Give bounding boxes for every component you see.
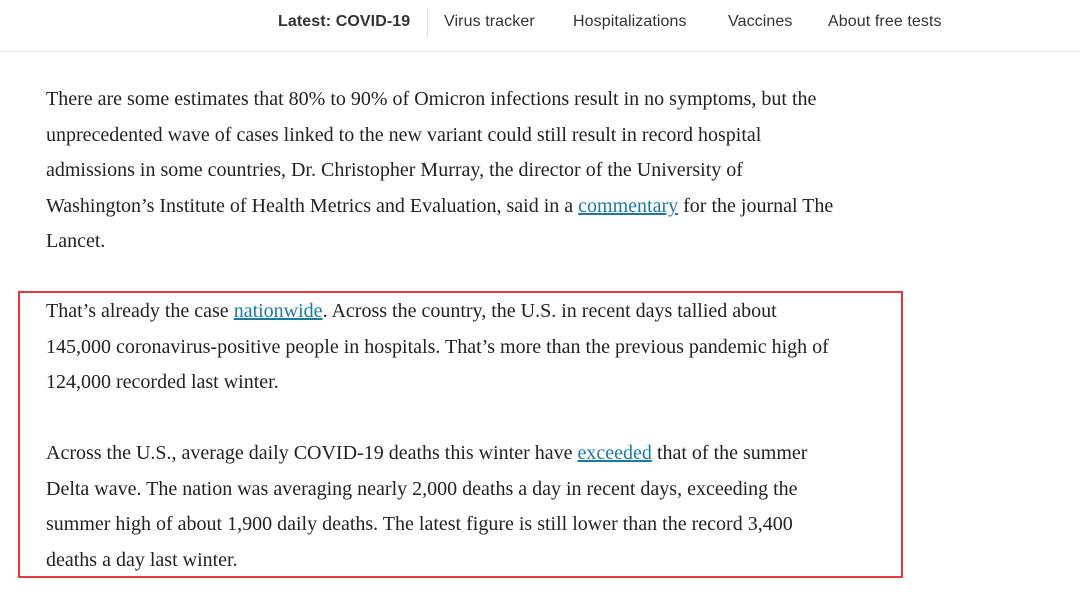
- nav-divider: [427, 8, 428, 38]
- article-paragraph-2: [46, 294, 846, 401]
- commentary-link[interactable]: commentary: [578, 194, 679, 217]
- paragraph-1-text-before: There are some estimates that 80% to 90% of Omicron infections result in no symptoms, but the unprecedented wave of cases linked to the new variant could still result in record hospital admissions in some countries, Dr. Christopher Murray, the director of the University of Washington’s Institute of Health Metrics and Evaluation, said in a: [46, 88, 817, 217]
- nav-free-tests-link[interactable]: About free tests: [828, 13, 942, 30]
- exceeded-link[interactable]: exceeded: [577, 442, 652, 464]
- article-paragraph-3: [46, 436, 846, 578]
- nationwide-link[interactable]: nationwide: [233, 300, 323, 322]
- paragraph-3-text-before: Across the U.S., average daily COVID-19 deaths this winter have: [46, 442, 578, 464]
- nav-virus-tracker-link[interactable]: Virus tracker: [444, 13, 535, 30]
- paragraph-3-text-after: that of the summer Delta wave. The nation was averaging nearly 2,000 deaths a day in recent days, exceeding the summer high of about 1,900 daily deaths. The latest figure is still lower than the record 3,400 deaths a day last winter.: [46, 442, 808, 571]
- paragraph-2-text-before: That’s already the case: [46, 300, 234, 322]
- nav-vaccines-link[interactable]: Vaccines: [728, 13, 793, 30]
- nav-latest-covid-link[interactable]: Latest: COVID-19: [278, 13, 411, 30]
- paragraph-2-text-after: . Across the country, the U.S. in recent days tallied about 145,000 coronavirus-positive people in hospitals. That’s more than the previous pandemic high of 124,000 recorded last winter.: [46, 300, 829, 394]
- article-paragraph-1: [46, 82, 846, 260]
- nav-hospitalizations-link[interactable]: Hospitalizations: [573, 13, 687, 30]
- paragraph-1-text-after: for the journal The Lancet.: [46, 194, 834, 253]
- top-navigation-bar: [0, 0, 1080, 52]
